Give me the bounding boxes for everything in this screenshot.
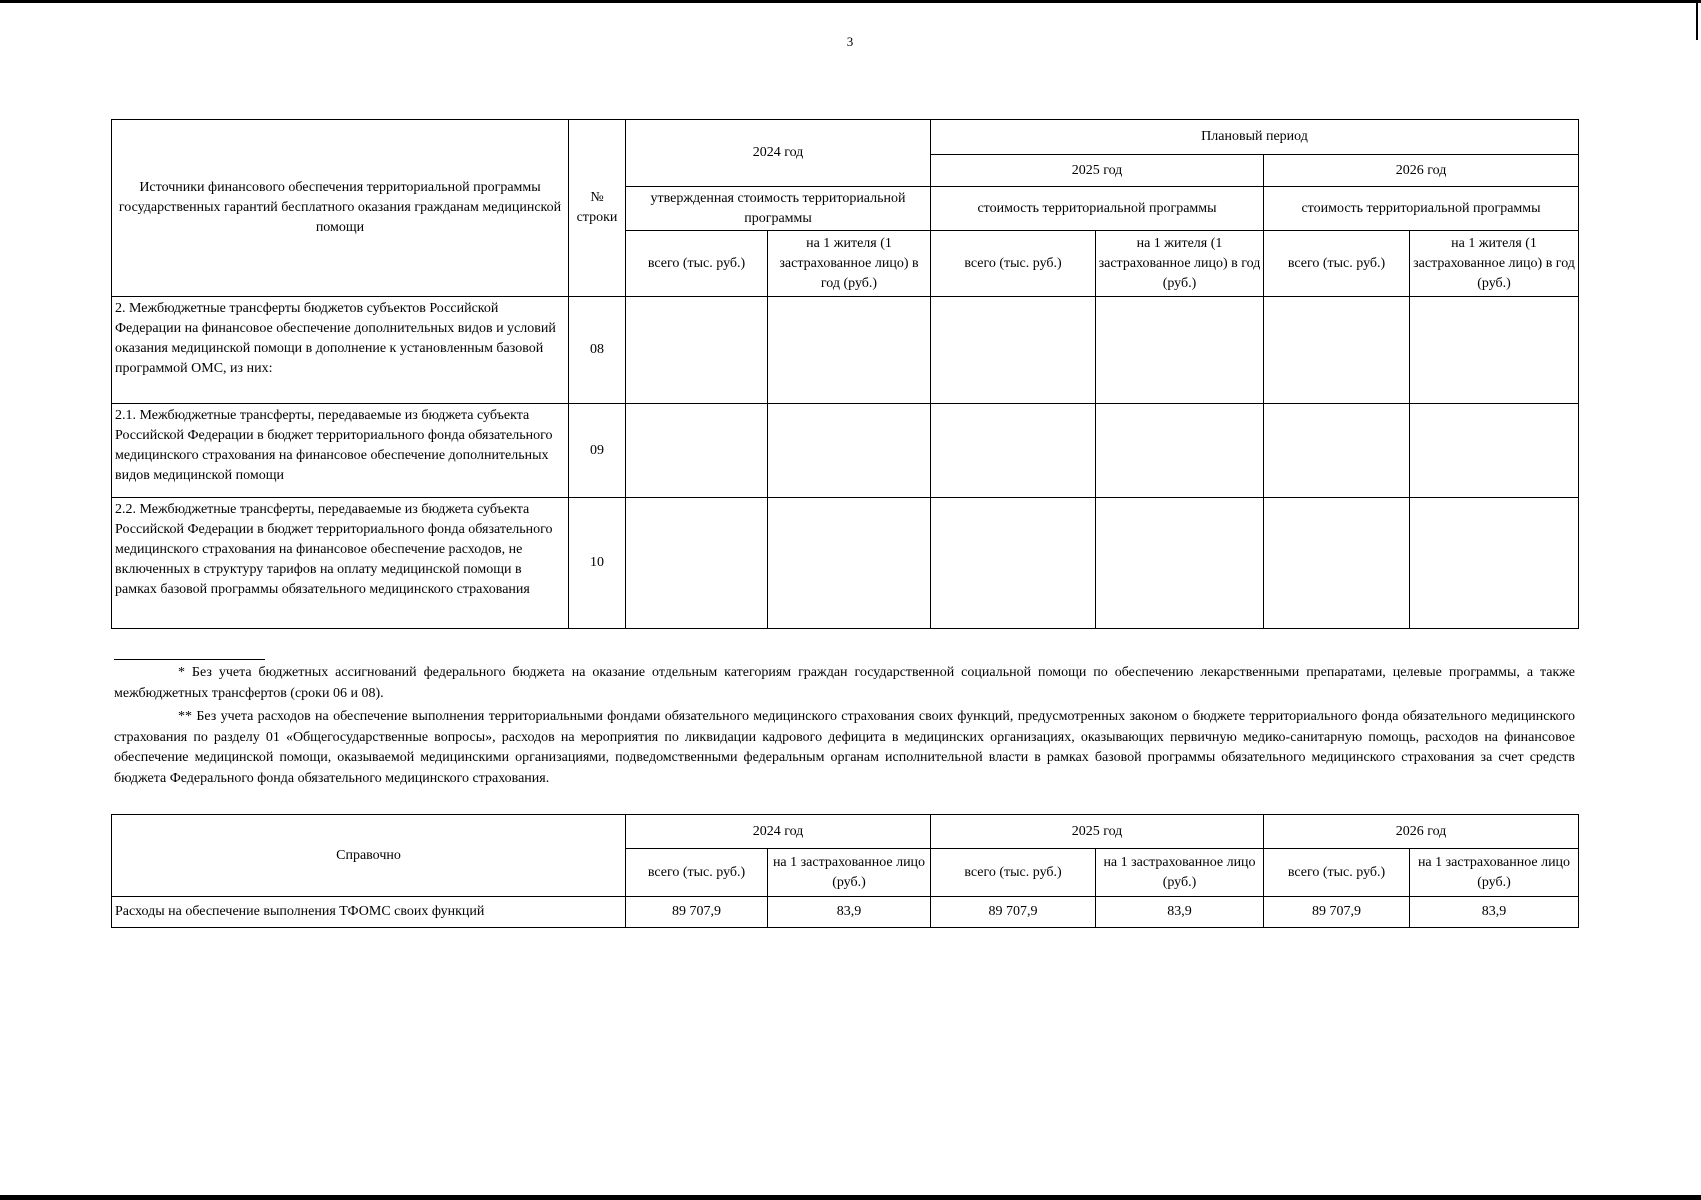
footnotes (114, 659, 1575, 789)
reference-value-total-2026: 89 707,9 (1264, 897, 1410, 928)
table-row (112, 297, 1579, 404)
value-cell (768, 498, 931, 629)
row-line-number: 10 (569, 498, 626, 629)
footnote-single-asterisk: * Без учета бюджетных ассигнований федерального бюджета на оказание отдельным категориям граждан государственной социальной помощи по обеспечению лекарственными препаратами, целевые программы, а также межбюджетных трансфертов (сроки 06 и 08). (114, 665, 1575, 701)
row-label: 2. Межбюджетные трансферты бюджетов субъектов Российской Федерации на финансовое обеспечение дополнительных видов и условий оказания медицинской помощи в дополнение к установленным базовой программой ОМС, из них: (112, 297, 569, 404)
header-sources: Источники финансового обеспечения территориальной программы государственных гарантий бесплатного оказания гражданам медицинской помощи (112, 120, 569, 297)
header-year-2026: 2026 год (1264, 155, 1579, 187)
reference-header-per-insured-2024: на 1 застрахованное лицо (руб.) (768, 849, 931, 897)
reference-header-per-insured-2026: на 1 застрахованное лицо (руб.) (1410, 849, 1579, 897)
reference-header-2025: 2025 год (931, 815, 1264, 849)
value-cell (1264, 404, 1410, 498)
value-cell (1264, 498, 1410, 629)
reference-header-label: Справочно (112, 815, 626, 897)
header-program-cost-2026: стоимость территориальной программы (1264, 187, 1579, 231)
header-line-number: № строки (569, 120, 626, 297)
table-row (112, 404, 1579, 498)
row-line-number: 08 (569, 297, 626, 404)
table-row (112, 897, 1579, 928)
right-edge-mark (1696, 0, 1698, 40)
reference-header-total-2025: всего (тыс. руб.) (931, 849, 1096, 897)
value-cell (931, 297, 1096, 404)
value-cell (626, 498, 768, 629)
header-per-capita-2025: на 1 жителя (1 застрахованное лицо) в год (руб.) (1096, 231, 1264, 297)
top-border (0, 0, 1701, 3)
footnote-double-asterisk: ** Без учета расходов на обеспечение выполнения территориальными фондами обязательного медицинского страхования своих функций, предусмотренных законом о бюджете территориального фонда обязательного медицинского страхования по разделу 01 «Общегосударственные вопросы», расходов на мероприятия по ликвидации кадрового дефицита в медицинских организациях, оказывающих первичную медико-санитарную помощь, расходов на финансовое обеспечение медицинской помощи, оказываемой медицинскими организациями, подведомственными федеральным органам исполнительной власти в рамках базовой программы обязательного медицинского страхования за счет средств бюджета Федерального фонда обязательного медицинского страхования. (114, 709, 1575, 786)
header-planned-period: Плановый период (931, 120, 1579, 155)
header-total-2026: всего (тыс. руб.) (1264, 231, 1410, 297)
reference-header-2026: 2026 год (1264, 815, 1579, 849)
reference-header-total-2026: всего (тыс. руб.) (1264, 849, 1410, 897)
value-cell (1410, 498, 1579, 629)
reference-header-2024: 2024 год (626, 815, 931, 849)
reference-value-total-2025: 89 707,9 (931, 897, 1096, 928)
value-cell (1096, 498, 1264, 629)
value-cell (768, 404, 931, 498)
value-cell (931, 404, 1096, 498)
header-total-2025: всего (тыс. руб.) (931, 231, 1096, 297)
value-cell (768, 297, 931, 404)
value-cell (1096, 404, 1264, 498)
reference-value-per-insured-2025: 83,9 (1096, 897, 1264, 928)
header-year-2024: 2024 год (626, 120, 931, 187)
value-cell (1096, 297, 1264, 404)
reference-table (111, 814, 1579, 928)
value-cell (626, 297, 768, 404)
reference-header-total-2024: всего (тыс. руб.) (626, 849, 768, 897)
reference-header-per-insured-2025: на 1 застрахованное лицо (руб.) (1096, 849, 1264, 897)
row-line-number: 09 (569, 404, 626, 498)
value-cell (931, 498, 1096, 629)
row-label: 2.2. Межбюджетные трансферты, передаваемые из бюджета субъекта Российской Федерации в бюджет территориального фонда обязательного медицинского страхования на финансовое обеспечение расходов, не включенных в структуру тарифов на оплату медицинской помощи в рамках базовой программы обязательного медицинского страхования (112, 498, 569, 629)
row-label: 2.1. Межбюджетные трансферты, передаваемые из бюджета субъекта Российской Федерации в бюджет территориального фонда обязательного медицинского страхования на финансовое обеспечение дополнительных видов медицинской помощи (112, 404, 569, 498)
value-cell (1410, 404, 1579, 498)
table-row (112, 498, 1579, 629)
reference-value-per-insured-2024: 83,9 (768, 897, 931, 928)
value-cell (1264, 297, 1410, 404)
footnote-divider (114, 659, 265, 660)
bottom-border (0, 1195, 1701, 1200)
header-per-capita-2024: на 1 жителя (1 застрахованное лицо) в год (руб.) (768, 231, 931, 297)
header-program-cost-2025: стоимость территориальной программы (931, 187, 1264, 231)
financing-sources-table (111, 119, 1579, 629)
reference-value-total-2024: 89 707,9 (626, 897, 768, 928)
header-per-capita-2026: на 1 жителя (1 застрахованное лицо) в год (руб.) (1410, 231, 1579, 297)
page-number: 3 (846, 34, 854, 49)
reference-row-label: Расходы на обеспечение выполнения ТФОМС своих функций (112, 897, 626, 928)
value-cell (1410, 297, 1579, 404)
value-cell (626, 404, 768, 498)
header-approved-cost: утвержденная стоимость территориальной программы (626, 187, 931, 231)
header-total-2024: всего (тыс. руб.) (626, 231, 768, 297)
header-year-2025: 2025 год (931, 155, 1264, 187)
reference-value-per-insured-2026: 83,9 (1410, 897, 1579, 928)
